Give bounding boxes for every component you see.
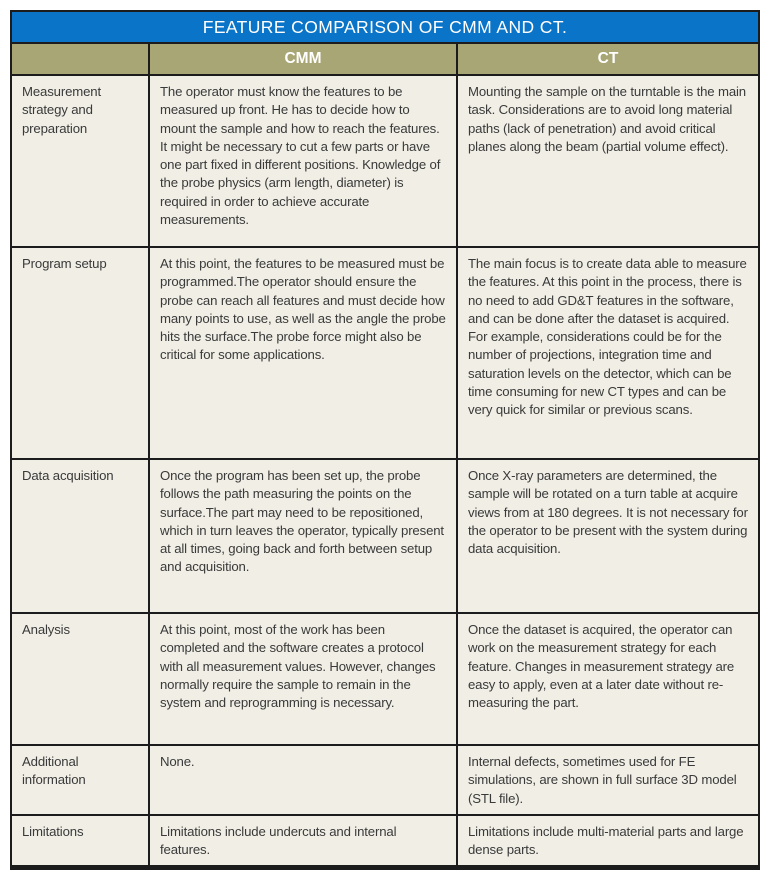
- row-limitations-label: Limitations: [12, 816, 148, 865]
- row-data-acquisition-label: Data acquisition: [12, 460, 148, 612]
- feature-comparison-table: [10, 10, 760, 870]
- column-header-ct: CT: [458, 44, 758, 74]
- row-additional-information-cmm-cell: None.: [150, 746, 456, 814]
- column-header-cmm: CMM: [150, 44, 456, 74]
- row-limitations-cmm-cell: Limitations include undercuts and internal features.: [150, 816, 456, 865]
- row-program-setup-cmm-cell: At this point, the features to be measured must be programmed.The operator should ensure the probe can reach all features and must decide how many points to use, as well as the angle the probe hits the surface.The probe force might also be critical for some applications.: [150, 248, 456, 458]
- row-limitations-ct-cell: Limitations include multi-material parts and large dense parts.: [458, 816, 758, 865]
- column-header-feature-empty: [12, 44, 148, 74]
- row-measurement-strategy-ct-cell: Mounting the sample on the turntable is the main task. Considerations are to avoid long material paths (lack of penetration) and avoid critical planes along the beam (partial volume effect).: [458, 76, 758, 246]
- row-data-acquisition-ct-cell: Once X-ray parameters are determined, the sample will be rotated on a turn table at acquire views from at 180 degrees. It is not necessary for the operator to be present with the system during data acquisition.: [458, 460, 758, 612]
- row-additional-information-ct-cell: Internal defects, sometimes used for FE simulations, are shown in full surface 3D model (STL file).: [458, 746, 758, 814]
- table-grid: [12, 44, 758, 865]
- row-measurement-strategy-label: Measurement strategy and preparation: [12, 76, 148, 246]
- row-additional-information-label: Additional information: [12, 746, 148, 814]
- row-measurement-strategy-cmm-cell: The operator must know the features to be measured up front. He has to decide how to mount the sample and how to reach the features. It might be necessary to cut a few parts or have one part fixed in different positions. Knowledge of the probe physics (arm length, diameter) is required in order to achieve accurate measurements.: [150, 76, 456, 246]
- table-title: FEATURE COMPARISON OF CMM AND CT.: [12, 12, 758, 44]
- row-analysis-ct-cell: Once the dataset is acquired, the operator can work on the measurement strategy for each feature. Changes in measurement strategy are easy to apply, even at a later date without re-measuring the part.: [458, 614, 758, 744]
- row-analysis-cmm-cell: At this point, most of the work has been completed and the software creates a protocol with all measurement values. However, changes normally require the sample to remain in the system and reprogramming is necessary.: [150, 614, 456, 744]
- row-program-setup-label: Program setup: [12, 248, 148, 458]
- row-program-setup-ct-cell: The main focus is to create data able to measure the features. At this point in the process, there is no need to add GD&T features in the software, and can be done after the dataset is acquired. For example, considerations could be for the number of projections, integration time and saturation levels on the detector, which can be time consuming for new CT types and can be very quick for similar or previous scans.: [458, 248, 758, 458]
- row-analysis-label: Analysis: [12, 614, 148, 744]
- row-data-acquisition-cmm-cell: Once the program has been set up, the probe follows the path measuring the points on the surface.The part may need to be repositioned, which in turn leaves the operator, typically present at all times, going back and forth between setup and acquisition.: [150, 460, 456, 612]
